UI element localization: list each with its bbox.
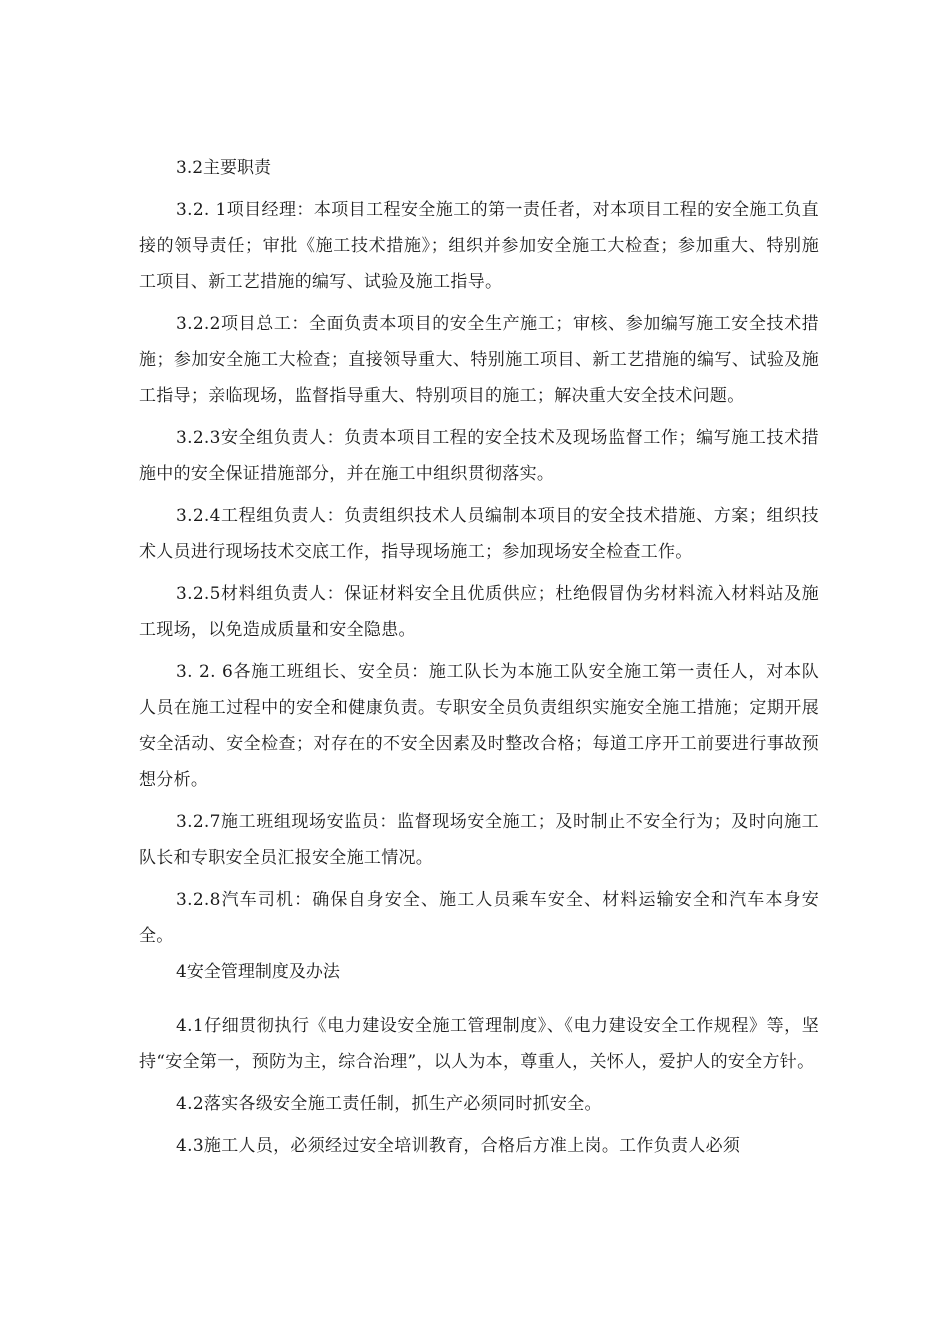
section-heading-4: 4安全管理制度及办法 — [176, 962, 340, 982]
paragraph-3-2-5: 3.2.5材料组负责人：保证材料安全且优质供应；杜绝假冒伪劣材料流入材料站及施工现场，以免造成质量和安全隐患。 — [139, 584, 819, 640]
paragraph-3-2-2: 3.2.2项目总工：全面负责本项目的安全生产施工；审核、参加编写施工安全技术措施；参加安全施工大检查；直接领导重大、特别施工项目、新工艺措施的编写、试验及施工指导；亲临现场，监督指导重大、特别项目的施工；解决重大安全技术问题。 — [139, 314, 819, 406]
paragraph-4-3: 4.3施工人员，必须经过安全培训教育，合格后方准上岗。工作负责人必须 — [176, 1136, 741, 1156]
paragraph-3-2-4: 3.2.4工程组负责人：负责组织技术人员编制本项目的安全技术措施、方案；组织技术人员进行现场技术交底工作，指导现场施工；参加现场安全检查工作。 — [139, 506, 819, 562]
paragraph-4-1: 4.1仔细贯彻执行《电力建设安全施工管理制度》、《电力建设安全工作规程》等，坚持“安全第一，预防为主，综合治理”，以人为本，尊重人，关怀人，爱护人的安全方针。 — [139, 1016, 819, 1072]
document-body — [139, 150, 819, 1164]
paragraph-3-2-3: 3.2.3安全组负责人：负责本项目工程的安全技术及现场监督工作；编写施工技术措施中的安全保证措施部分，并在施工中组织贯彻落实。 — [139, 428, 819, 484]
paragraph-3-2-1: 3.2. 1项目经理：本项目工程安全施工的第一责任者，对本项目工程的安全施工负直接的领导责任；审批《施工技术措施》；组织并参加安全施工大检查；参加重大、特别施工项目、新工艺措施的编写、试验及施工指导。 — [139, 200, 819, 292]
section-heading-3-2: 3.2主要职责 — [176, 158, 272, 178]
paragraph-4-2: 4.2落实各级安全施工责任制，抓生产必须同时抓安全。 — [176, 1094, 602, 1114]
paragraph-3-2-7: 3.2.7施工班组现场安监员：监督现场安全施工；及时制止不安全行为；及时向施工队长和专职安全员汇报安全施工情况。 — [139, 812, 819, 868]
paragraph-3-2-6: 3. 2. 6各施工班组长、安全员：施工队长为本施工队安全施工第一责任人，对本队人员在施工过程中的安全和健康负责。专职安全员负责组织实施安全施工措施；定期开展安全活动、安全检查；对存在的不安全因素及时整改合格；每道工序开工前要进行事故预想分析。 — [139, 662, 819, 790]
paragraph-3-2-8: 3.2.8汽车司机：确保自身安全、施工人员乘车安全、材料运输安全和汽车本身安全。 — [139, 890, 819, 946]
